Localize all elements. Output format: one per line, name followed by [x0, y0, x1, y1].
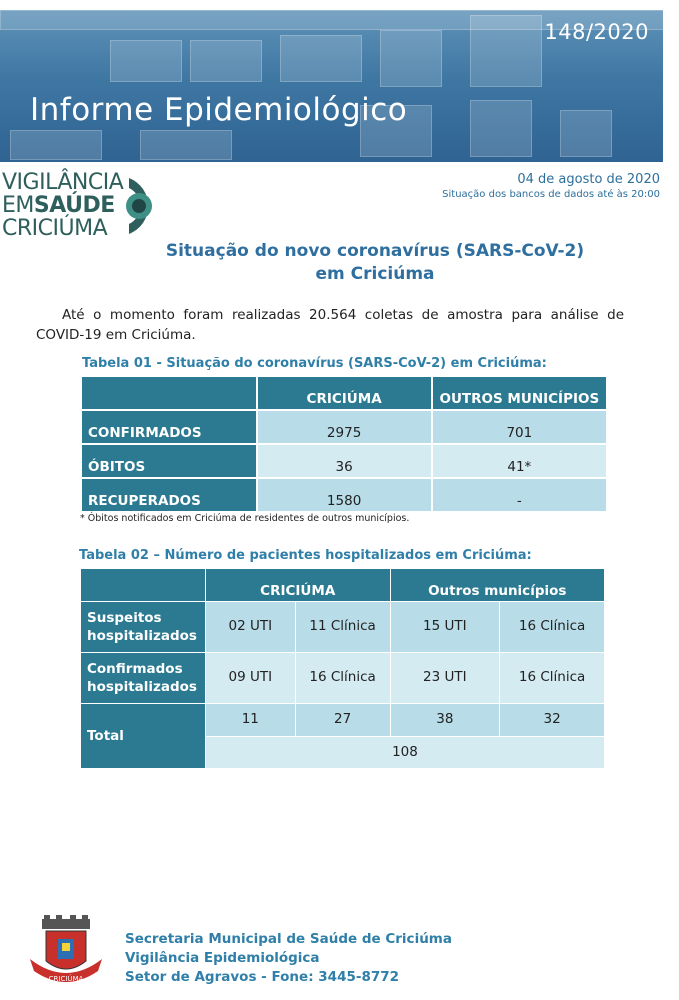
row-label: ÓBITOS: [81, 444, 257, 478]
cell-value: 15 UTI: [390, 602, 500, 653]
footer-line3: Setor de Agravos - Fone: 3445-8772: [125, 969, 400, 985]
cell-value: 09 UTI: [205, 653, 295, 704]
vigilancia-logo: [2, 170, 172, 242]
table1-header-row: [81, 376, 607, 410]
logo-line2-b: SAÚDE: [33, 193, 115, 218]
page-title: Informe Epidemiológico: [30, 92, 408, 128]
table1-caption: Tabela 01 - Situação do coronavírus (SARS-CoV-2) em Criciúma:: [82, 356, 547, 371]
logo-line1: VIGILÂNCIA: [2, 170, 124, 195]
total-value: 11: [205, 704, 295, 737]
table2-header-empty: [81, 569, 206, 602]
table-row: [81, 478, 607, 512]
footer-line1: Secretaria Municipal de Saúde de Criciúma: [125, 931, 452, 947]
table2-caption: Tabela 02 – Número de pacientes hospitalizados em Criciúma:: [79, 548, 532, 563]
table-row: [81, 704, 605, 737]
row-label: RECUPERADOS: [81, 478, 257, 512]
table-row: [81, 410, 607, 444]
table2: [80, 568, 605, 769]
section-heading: [130, 240, 620, 286]
cell-value: 16 Clínica: [295, 653, 390, 704]
footer: [125, 930, 452, 987]
table-row: [81, 602, 605, 653]
cell-value: 16 Clínica: [500, 653, 605, 704]
issue-number: 148/2020: [544, 20, 649, 44]
intro-text: Até o momento foram realizadas 20.564 coletas de amostra para análise de COVID-19 em Criciúma.: [36, 307, 624, 343]
total-value: 38: [390, 704, 500, 737]
heading-line2: em Criciúma: [315, 264, 435, 284]
table-row: [81, 653, 605, 704]
grand-total: 108: [205, 737, 604, 769]
eye-logo-icon: [125, 174, 167, 238]
footer-line2: Vigilância Epidemiológica: [125, 950, 320, 966]
cell-criciuma: 1580: [257, 478, 432, 512]
table1-header-outros: OUTROS MUNICÍPIOS: [432, 376, 607, 410]
table1-header-criciuma: CRICIÚMA: [257, 376, 432, 410]
table1-footnote: * Óbitos notificados em Criciúma de residentes de outros municípios.: [80, 513, 410, 524]
cell-value: 11 Clínica: [295, 602, 390, 653]
cell-value: 16 Clínica: [500, 602, 605, 653]
row-label: Confirmados hospitalizados: [81, 653, 206, 704]
table2-header-outros: Outros municípios: [390, 569, 605, 602]
table-row: [81, 444, 607, 478]
table1-header-empty: [81, 376, 257, 410]
total-value: 32: [500, 704, 605, 737]
logo-line3: CRICIÚMA: [2, 216, 108, 241]
report-date: [442, 172, 660, 200]
logo-line2: [2, 195, 115, 217]
total-label: Total: [81, 704, 206, 769]
heading-line1: Situação do novo coronavírus (SARS-CoV-2): [165, 241, 585, 261]
total-value: 27: [295, 704, 390, 737]
database-note: Situação dos bancos de dados até às 20:00: [442, 189, 660, 200]
row-label: Suspeitos hospitalizados: [81, 602, 206, 653]
table2-header-row: [81, 569, 605, 602]
table1: [80, 375, 608, 513]
cell-criciuma: 2975: [257, 410, 432, 444]
intro-paragraph: [36, 305, 624, 345]
cell-outros: 41*: [432, 444, 607, 478]
cell-outros: 701: [432, 410, 607, 444]
row-label: CONFIRMADOS: [81, 410, 257, 444]
cell-value: 02 UTI: [205, 602, 295, 653]
cell-outros: -: [432, 478, 607, 512]
criciuma-crest-icon: [28, 915, 104, 987]
header-banner: [0, 10, 663, 162]
cell-criciuma: 36: [257, 444, 432, 478]
svg-text:CRICIÚMA: CRICIÚMA: [48, 975, 84, 983]
date-text: 04 de agosto de 2020: [517, 172, 660, 187]
table2-header-criciuma: CRICIÚMA: [205, 569, 390, 602]
cell-value: 23 UTI: [390, 653, 500, 704]
logo-line2-a: EM: [2, 193, 34, 218]
